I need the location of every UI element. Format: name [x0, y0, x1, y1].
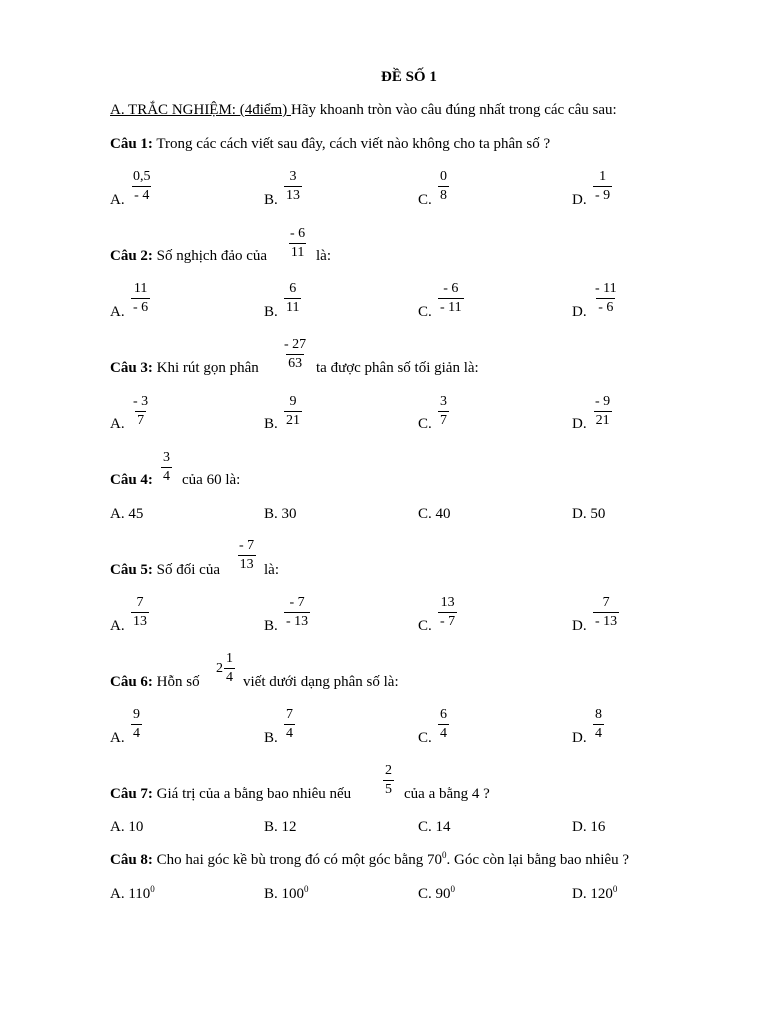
- question-text: Cho hai góc kề bù trong đó có một góc bằng 70: [156, 852, 443, 868]
- option-letter[interactable]: B.: [264, 416, 278, 432]
- option-fraction[interactable]: $\frac{- 9}{21}$: [595, 394, 611, 428]
- option-text[interactable]: B. $100^0$: [264, 884, 309, 902]
- option-text[interactable]: D. 50: [572, 506, 606, 522]
- option-letter[interactable]: B.: [264, 192, 278, 208]
- degree-superscript: 0: [304, 884, 309, 894]
- question-8: [110, 850, 629, 868]
- option-text[interactable]: C. 40: [418, 506, 451, 522]
- option-fraction[interactable]: $\frac{3}{13}$: [286, 169, 300, 203]
- question-label: Câu 5:: [110, 562, 153, 578]
- option-fraction[interactable]: $\frac{6}{11}$: [286, 281, 300, 315]
- question-text: Hỗn số: [156, 674, 200, 690]
- question-text: Trong các cách viết sau đây, cách viết nào không cho ta phân số ?: [156, 136, 551, 152]
- question-label: Câu 8:: [110, 852, 153, 868]
- option-fraction[interactable]: $\frac{6}{4}$: [440, 707, 447, 741]
- question-4: [110, 473, 153, 488]
- option-letter[interactable]: A.: [110, 416, 125, 432]
- option-fraction[interactable]: $\frac{- 6}{- 11}$: [440, 281, 462, 315]
- question-fraction: $\frac{- 27}{63}$: [284, 337, 307, 371]
- question-1: [110, 137, 550, 152]
- option-fraction[interactable]: $\frac{8}{4}$: [595, 707, 602, 741]
- option-letter[interactable]: B.: [264, 730, 278, 746]
- question-2: [110, 249, 267, 264]
- option-letter[interactable]: B.: [264, 304, 278, 320]
- degree-superscript: 0: [442, 850, 447, 860]
- option-text[interactable]: A. $110^0$: [110, 884, 155, 902]
- question-label: Câu 7:: [110, 786, 153, 802]
- question-text: Số nghịch đảo của: [156, 248, 268, 264]
- question-text: Giá trị của a bằng bao nhiêu nếu: [156, 786, 352, 802]
- option-letter[interactable]: A.: [110, 304, 125, 320]
- option-fraction[interactable]: $\frac{- 7}{- 13}$: [286, 595, 309, 629]
- question-text-after: ta được phân số tối giản là:: [316, 360, 479, 376]
- section-label: A. TRẮC NGHIỆM: (4điểm): [110, 102, 291, 118]
- option-letter[interactable]: C.: [418, 416, 432, 432]
- page-title: ĐỀ SỐ 1: [381, 69, 437, 85]
- question-fraction: $\frac{- 6}{11}$: [290, 226, 306, 260]
- option-text[interactable]: B. 12: [264, 819, 297, 835]
- option-fraction[interactable]: $\frac{0,5}{- 4}$: [133, 169, 151, 203]
- option-fraction[interactable]: $\frac{1}{- 9}$: [595, 169, 611, 203]
- question-label: Câu 4:: [110, 472, 153, 488]
- option-fraction[interactable]: $\frac{9}{4}$: [133, 707, 140, 741]
- question-fraction: $\frac{1}{4}$: [226, 651, 233, 685]
- option-letter[interactable]: A.: [110, 730, 125, 746]
- option-text[interactable]: C. $90^0$: [418, 884, 456, 902]
- option-fraction[interactable]: $\frac{13}{- 7}$: [440, 595, 456, 629]
- option-text[interactable]: A. 10: [110, 819, 144, 835]
- option-letter[interactable]: D.: [572, 730, 587, 746]
- option-text[interactable]: C. 14: [418, 819, 451, 835]
- option-letter[interactable]: D.: [572, 304, 587, 320]
- question-fraction: $\frac{3}{4}$: [163, 450, 170, 484]
- option-text[interactable]: B. 30: [264, 506, 297, 522]
- option-fraction[interactable]: $\frac{7}{4}$: [286, 707, 293, 741]
- question-5: [110, 563, 220, 578]
- option-text[interactable]: D. 16: [572, 819, 606, 835]
- question-7: [110, 787, 351, 802]
- question-text: Khi rút gọn phân: [156, 360, 259, 376]
- question-text-after: của 60 là:: [182, 472, 241, 488]
- question-label: Câu 6:: [110, 674, 153, 690]
- option-fraction[interactable]: $\frac{9}{21}$: [286, 394, 300, 428]
- question-label: Câu 2:: [110, 248, 153, 264]
- degree-superscript: 0: [150, 884, 155, 894]
- option-letter[interactable]: A.: [110, 192, 125, 208]
- question-text-after: . Góc còn lại bằng bao nhiêu ?: [446, 852, 629, 868]
- option-letter[interactable]: D.: [572, 192, 587, 208]
- option-fraction[interactable]: $\frac{3}{7}$: [440, 394, 447, 428]
- question-text-after: viết dưới dạng phân số là:: [243, 674, 399, 690]
- question-label: Câu 3:: [110, 360, 153, 376]
- option-letter[interactable]: C.: [418, 304, 432, 320]
- question-fraction: $\frac{2}{5}$: [385, 763, 392, 797]
- question-text-after: là:: [264, 562, 279, 578]
- option-letter[interactable]: C.: [418, 618, 432, 634]
- option-letter[interactable]: C.: [418, 192, 432, 208]
- option-letter[interactable]: D.: [572, 416, 587, 432]
- option-fraction[interactable]: $\frac{- 3}{7}$: [133, 394, 149, 428]
- degree-superscript: 0: [450, 884, 456, 894]
- question-text-after: là:: [316, 248, 331, 264]
- option-letter[interactable]: C.: [418, 730, 432, 746]
- question-fraction: $\frac{- 7}{13}$: [239, 538, 255, 572]
- option-text[interactable]: D. $120^0$: [572, 884, 618, 902]
- option-letter[interactable]: A.: [110, 618, 125, 634]
- question-6: [110, 675, 200, 690]
- question-label: Câu 1:: [110, 136, 153, 152]
- option-fraction[interactable]: $\frac{7}{- 13}$: [595, 595, 618, 629]
- option-fraction[interactable]: $\frac{7}{13}$: [133, 595, 147, 629]
- option-fraction[interactable]: $\frac{- 11}{- 6}$: [595, 281, 617, 315]
- section-instruction: Hãy khoanh tròn vào câu đúng nhất trong các câu sau:: [290, 102, 617, 118]
- option-fraction[interactable]: $\frac{0}{8}$: [440, 169, 447, 203]
- question-3: [110, 361, 259, 376]
- option-text[interactable]: A. 45: [110, 506, 144, 522]
- degree-superscript: 0: [612, 884, 618, 894]
- option-fraction[interactable]: $\frac{11}{- 6}$: [133, 281, 149, 315]
- question-text: Số đối của: [156, 562, 220, 578]
- option-letter[interactable]: D.: [572, 618, 587, 634]
- option-letter[interactable]: B.: [264, 618, 278, 634]
- section-heading: [110, 103, 617, 118]
- question-text-after: của a bằng 4 ?: [404, 786, 490, 802]
- mixed-number-whole: 2: [216, 661, 223, 676]
